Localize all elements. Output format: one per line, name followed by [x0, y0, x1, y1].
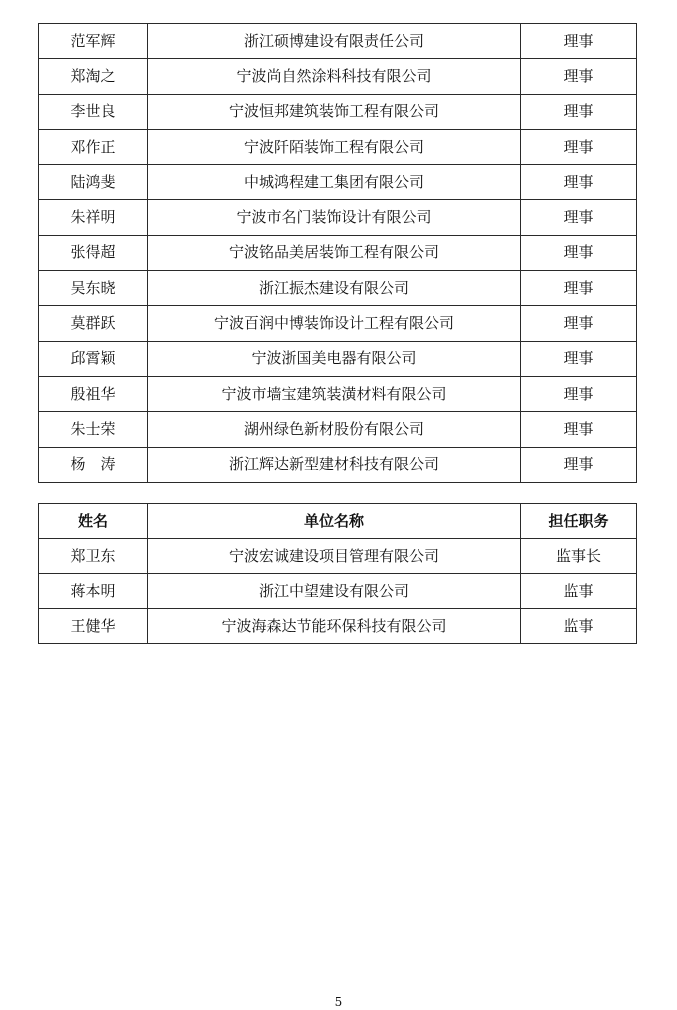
table-row: [39, 59, 637, 94]
company-cell: 宁波尚自然涂料科技有限公司: [148, 59, 521, 94]
name-cell: 殷祖华: [39, 376, 148, 411]
table-row: [39, 24, 637, 59]
position-cell: 理事: [521, 235, 637, 270]
page-number: 5: [334, 995, 343, 1009]
table-row: [39, 412, 637, 447]
name-header: 姓名: [39, 504, 148, 539]
company-cell: 宁波市墙宝建筑装潢材料有限公司: [148, 376, 521, 411]
position-cell: 理事: [521, 341, 637, 376]
company-cell: 宁波海森达节能环保科技有限公司: [148, 609, 521, 644]
company-cell: 中城鸿程建工集团有限公司: [148, 165, 521, 200]
name-cell: 吴东晓: [39, 271, 148, 306]
company-cell: 浙江中望建设有限公司: [148, 574, 521, 609]
position-cell: 理事: [521, 306, 637, 341]
name-cell: 朱祥明: [39, 200, 148, 235]
table-row: [39, 94, 637, 129]
name-cell: 杨 涛: [39, 447, 148, 482]
table-row: [39, 200, 637, 235]
company-cell: 浙江辉达新型建材科技有限公司: [148, 447, 521, 482]
table-row: [39, 341, 637, 376]
name-cell: 朱士荣: [39, 412, 148, 447]
directors-table: [38, 23, 637, 483]
position-cell: 理事: [521, 200, 637, 235]
table-row: [39, 165, 637, 200]
company-cell: 湖州绿色新材股份有限公司: [148, 412, 521, 447]
name-cell: 邱霄颖: [39, 341, 148, 376]
company-cell: 宁波百润中博装饰设计工程有限公司: [148, 306, 521, 341]
name-cell: 邓作正: [39, 129, 148, 164]
table-header-row: [39, 504, 637, 539]
name-cell: 李世良: [39, 94, 148, 129]
table-row: [39, 609, 637, 644]
position-cell: 监事: [521, 609, 637, 644]
company-cell: 宁波市名门装饰设计有限公司: [148, 200, 521, 235]
company-cell: 宁波浙国美电器有限公司: [148, 341, 521, 376]
name-cell: 莫群跃: [39, 306, 148, 341]
position-cell: 理事: [521, 376, 637, 411]
company-header: 单位名称: [148, 504, 521, 539]
name-cell: 张得超: [39, 235, 148, 270]
name-cell: 郑卫东: [39, 539, 148, 574]
name-cell: 王健华: [39, 609, 148, 644]
table-row: [39, 271, 637, 306]
company-cell: 浙江振杰建设有限公司: [148, 271, 521, 306]
table-row: [39, 376, 637, 411]
company-cell: 宁波恒邦建筑装饰工程有限公司: [148, 94, 521, 129]
table-row: [39, 129, 637, 164]
position-cell: 理事: [521, 129, 637, 164]
table-row: [39, 574, 637, 609]
position-cell: 理事: [521, 165, 637, 200]
position-cell: 理事: [521, 447, 637, 482]
supervisors-table: [38, 503, 637, 644]
position-cell: 理事: [521, 271, 637, 306]
position-header: 担任职务: [521, 504, 637, 539]
table-row: [39, 447, 637, 482]
company-cell: 宁波阡陌装饰工程有限公司: [148, 129, 521, 164]
table-row: [39, 539, 637, 574]
name-cell: 陆鸿斐: [39, 165, 148, 200]
position-cell: 理事: [521, 59, 637, 94]
position-cell: 理事: [521, 94, 637, 129]
table-row: [39, 306, 637, 341]
position-cell: 监事长: [521, 539, 637, 574]
position-cell: 理事: [521, 24, 637, 59]
name-cell: 范军辉: [39, 24, 148, 59]
name-cell: 郑淘之: [39, 59, 148, 94]
position-cell: 理事: [521, 412, 637, 447]
company-cell: 宁波宏诚建设项目管理有限公司: [148, 539, 521, 574]
name-cell: 蒋本明: [39, 574, 148, 609]
company-cell: 宁波铭品美居装饰工程有限公司: [148, 235, 521, 270]
company-cell: 浙江硕博建设有限责任公司: [148, 24, 521, 59]
position-cell: 监事: [521, 574, 637, 609]
table-row: [39, 235, 637, 270]
